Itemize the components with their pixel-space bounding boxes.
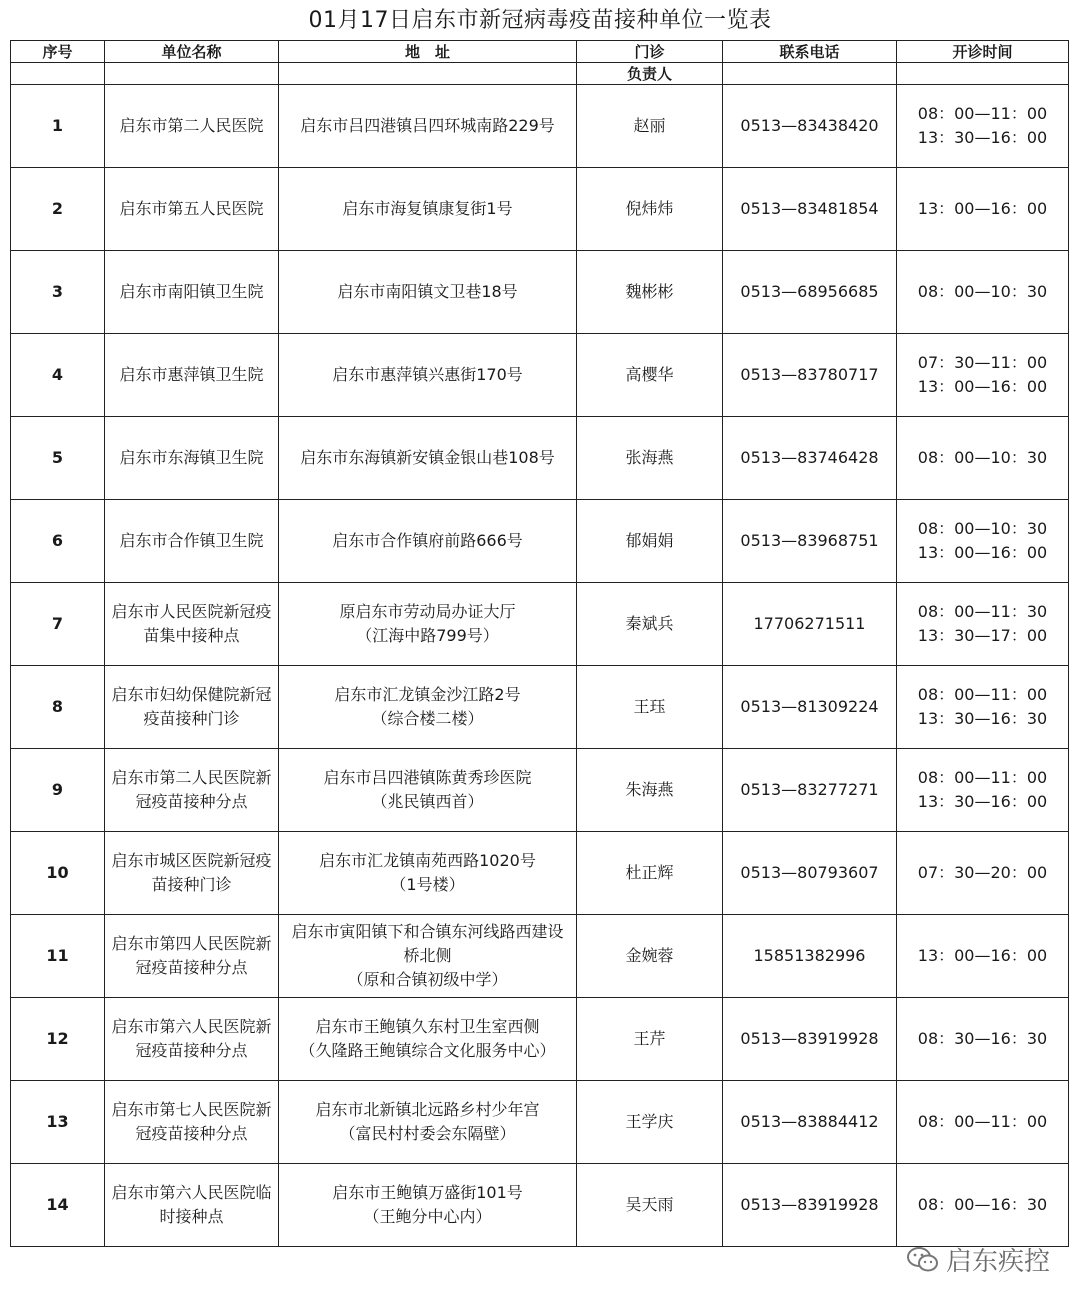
address-cell xyxy=(279,583,577,666)
phone-number: 0513—83968751 xyxy=(723,500,897,583)
hours-cell xyxy=(897,1164,1069,1247)
phone-number: 0513—68956685 xyxy=(723,251,897,334)
unit-name-line: 启东市第二人民医院新 xyxy=(111,768,272,787)
unit-name-line: 启东市第六人民医院新 xyxy=(111,1017,272,1036)
person-in-charge: 王珏 xyxy=(577,666,723,749)
hours-line: 07：30—20：00 xyxy=(917,863,1048,882)
person-in-charge: 张海燕 xyxy=(577,417,723,500)
address-line: 原启东市劳动局办证大厅 xyxy=(339,602,516,621)
hours-cell xyxy=(897,500,1069,583)
table-row xyxy=(11,417,1069,500)
unit-name-cell xyxy=(105,500,279,583)
person-in-charge: 吴天雨 xyxy=(577,1164,723,1247)
unit-name-line: 时接种点 xyxy=(159,1207,224,1226)
header-sub-empty xyxy=(279,63,577,85)
row-index: 1 xyxy=(11,85,105,168)
unit-name-cell xyxy=(105,832,279,915)
row-index: 13 xyxy=(11,1081,105,1164)
unit-name-line: 冠疫苗接种分点 xyxy=(135,958,248,977)
hours-line: 08：00—11：00 xyxy=(917,768,1048,787)
table-row xyxy=(11,915,1069,998)
header-sub-empty xyxy=(897,63,1069,85)
unit-name-cell xyxy=(105,417,279,500)
unit-name-line: 启东市合作镇卫生院 xyxy=(119,531,264,550)
hours-cell xyxy=(897,749,1069,832)
phone-number: 0513—83438420 xyxy=(723,85,897,168)
address-line: 启东市合作镇府前路666号 xyxy=(332,531,523,550)
hours-cell xyxy=(897,168,1069,251)
unit-name-line: 启东市人民医院新冠疫 xyxy=(111,602,272,621)
row-index: 7 xyxy=(11,583,105,666)
unit-name-line: 苗集中接种点 xyxy=(143,626,240,645)
address-line: 启东市吕四港镇吕四环城南路229号 xyxy=(300,116,555,135)
address-line: 启东市汇龙镇南苑西路1020号 xyxy=(319,851,536,870)
person-in-charge: 王学庆 xyxy=(577,1081,723,1164)
watermark xyxy=(906,1241,1050,1278)
table-row xyxy=(11,168,1069,251)
unit-name-cell xyxy=(105,998,279,1081)
row-index: 9 xyxy=(11,749,105,832)
vaccination-sites-table xyxy=(10,40,1069,1247)
address-cell xyxy=(279,417,577,500)
table-row xyxy=(11,334,1069,417)
address-line: 桥北侧 xyxy=(403,946,452,965)
hours-line: 13：00—16：00 xyxy=(917,543,1048,562)
hours-line: 08：00—10：30 xyxy=(917,519,1048,538)
person-in-charge: 魏彬彬 xyxy=(577,251,723,334)
address-line: （江海中路799号） xyxy=(356,626,499,645)
row-index: 11 xyxy=(11,915,105,998)
hours-cell xyxy=(897,251,1069,334)
hours-line: 08：00—11：00 xyxy=(917,1112,1048,1131)
hours-line: 08：00—10：30 xyxy=(917,282,1048,301)
person-in-charge: 倪炜炜 xyxy=(577,168,723,251)
phone-number: 0513—80793607 xyxy=(723,832,897,915)
table-row xyxy=(11,85,1069,168)
address-cell xyxy=(279,749,577,832)
hours-cell xyxy=(897,583,1069,666)
unit-name-line: 启东市第六人民医院临 xyxy=(111,1183,272,1202)
unit-name-cell xyxy=(105,666,279,749)
table-row xyxy=(11,998,1069,1081)
address-line: 启东市王鲍镇久东村卫生室西侧 xyxy=(315,1017,540,1036)
hours-line: 13：30—17：00 xyxy=(917,626,1048,645)
unit-name-cell xyxy=(105,85,279,168)
header-hours: 开诊时间 xyxy=(897,41,1069,63)
page-title: 01月17日启东市新冠病毒疫苗接种单位一览表 xyxy=(308,8,772,33)
unit-name-cell xyxy=(105,1164,279,1247)
phone-number: 0513—83884412 xyxy=(723,1081,897,1164)
address-line: （1号楼） xyxy=(390,875,465,894)
hours-line: 13：30—16：30 xyxy=(917,709,1048,728)
hours-cell xyxy=(897,417,1069,500)
person-in-charge: 赵丽 xyxy=(577,85,723,168)
address-line: （综合楼二楼） xyxy=(371,709,484,728)
hours-cell xyxy=(897,998,1069,1081)
phone-number: 0513—83746428 xyxy=(723,417,897,500)
hours-line: 08：30—16：30 xyxy=(917,1029,1048,1048)
phone-number: 0513—81309224 xyxy=(723,666,897,749)
phone-number: 0513—83481854 xyxy=(723,168,897,251)
header-clinic: 门诊 xyxy=(577,41,723,63)
header-sub-empty xyxy=(105,63,279,85)
phone-number: 0513—83277271 xyxy=(723,749,897,832)
row-index: 10 xyxy=(11,832,105,915)
hours-line: 08：00—11：00 xyxy=(917,685,1048,704)
row-index: 12 xyxy=(11,998,105,1081)
table-row xyxy=(11,666,1069,749)
address-line: （兆民镇西首） xyxy=(371,792,484,811)
person-in-charge: 杜正辉 xyxy=(577,832,723,915)
header-clinic-person: 负责人 xyxy=(577,63,723,85)
address-line: 启东市东海镇新安镇金银山巷108号 xyxy=(300,448,555,467)
phone-number: 15851382996 xyxy=(723,915,897,998)
header-sub-empty xyxy=(11,63,105,85)
unit-name-line: 冠疫苗接种分点 xyxy=(135,1124,248,1143)
header-unit: 单位名称 xyxy=(105,41,279,63)
address-cell xyxy=(279,1164,577,1247)
address-cell xyxy=(279,334,577,417)
hours-line: 13：00—16：00 xyxy=(917,946,1048,965)
hours-line: 13：00—16：00 xyxy=(917,377,1048,396)
address-line: （王鲍分中心内） xyxy=(363,1207,492,1226)
unit-name-line: 苗接种门诊 xyxy=(151,875,232,894)
table-row xyxy=(11,251,1069,334)
table-row xyxy=(11,1081,1069,1164)
unit-name-line: 启东市第四人民医院新 xyxy=(111,934,272,953)
row-index: 3 xyxy=(11,251,105,334)
address-cell xyxy=(279,832,577,915)
person-in-charge: 朱海燕 xyxy=(577,749,723,832)
address-cell xyxy=(279,1081,577,1164)
address-cell xyxy=(279,500,577,583)
hours-line: 07：30—11：00 xyxy=(917,353,1048,372)
address-cell xyxy=(279,168,577,251)
hours-cell xyxy=(897,1081,1069,1164)
table-row xyxy=(11,832,1069,915)
hours-cell xyxy=(897,832,1069,915)
wechat-icon xyxy=(906,1245,940,1275)
address-line: 启东市吕四港镇陈黄秀珍医院 xyxy=(323,768,532,787)
address-line: 启东市海复镇康复街1号 xyxy=(342,199,513,218)
unit-name-cell xyxy=(105,1081,279,1164)
watermark-text: 启东疾控 xyxy=(945,1247,1050,1277)
hours-line: 08：00—11：00 xyxy=(917,104,1048,123)
unit-name-line: 冠疫苗接种分点 xyxy=(135,792,248,811)
person-in-charge: 秦斌兵 xyxy=(577,583,723,666)
phone-number: 0513—83919928 xyxy=(723,1164,897,1247)
unit-name-line: 启东市东海镇卫生院 xyxy=(119,448,264,467)
unit-name-line: 启东市城区医院新冠疫 xyxy=(111,851,272,870)
phone-number: 0513—83780717 xyxy=(723,334,897,417)
row-index: 6 xyxy=(11,500,105,583)
table-row xyxy=(11,500,1069,583)
hours-cell xyxy=(897,666,1069,749)
address-line: （久隆路王鲍镇综合文化服务中心） xyxy=(299,1041,556,1060)
hours-line: 08：00—16：30 xyxy=(917,1195,1048,1214)
address-line: （原和合镇初级中学） xyxy=(347,970,508,989)
unit-name-cell xyxy=(105,583,279,666)
unit-name-line: 启东市妇幼保健院新冠 xyxy=(111,685,272,704)
address-cell xyxy=(279,251,577,334)
row-index: 8 xyxy=(11,666,105,749)
unit-name-line: 启东市第七人民医院新 xyxy=(111,1100,272,1119)
address-cell xyxy=(279,666,577,749)
header-phone: 联系电话 xyxy=(723,41,897,63)
unit-name-cell xyxy=(105,749,279,832)
hours-cell xyxy=(897,85,1069,168)
address-line: 启东市王鲍镇万盛街101号 xyxy=(332,1183,523,1202)
hours-line: 13：30—16：00 xyxy=(917,128,1048,147)
address-line: 启东市北新镇北远路乡村少年宫 xyxy=(315,1100,540,1119)
table-body xyxy=(11,85,1069,1247)
unit-name-line: 启东市南阳镇卫生院 xyxy=(119,282,264,301)
row-index: 2 xyxy=(11,168,105,251)
phone-number: 0513—83919928 xyxy=(723,998,897,1081)
hours-line: 13：00—16：00 xyxy=(917,199,1048,218)
header-sub-empty xyxy=(723,63,897,85)
unit-name-line: 疫苗接种门诊 xyxy=(143,709,240,728)
table-row xyxy=(11,583,1069,666)
hours-line: 08：00—11：30 xyxy=(917,602,1048,621)
table-row xyxy=(11,1164,1069,1247)
header-address: 地 址 xyxy=(279,41,577,63)
person-in-charge: 高樱华 xyxy=(577,334,723,417)
address-line: 启东市寅阳镇下和合镇东河线路西建设 xyxy=(291,922,564,941)
unit-name-line: 启东市第五人民医院 xyxy=(119,199,264,218)
unit-name-line: 启东市第二人民医院 xyxy=(119,116,264,135)
address-line: 启东市汇龙镇金沙江路2号 xyxy=(334,685,521,704)
unit-name-cell xyxy=(105,251,279,334)
unit-name-cell xyxy=(105,334,279,417)
row-index: 5 xyxy=(11,417,105,500)
unit-name-line: 启东市惠萍镇卫生院 xyxy=(119,365,264,384)
person-in-charge: 郁娟娟 xyxy=(577,500,723,583)
row-index: 4 xyxy=(11,334,105,417)
header-row xyxy=(11,41,1069,63)
hours-line: 08：00—10：30 xyxy=(917,448,1048,467)
person-in-charge: 金婉蓉 xyxy=(577,915,723,998)
hours-line: 13：30—16：00 xyxy=(917,792,1048,811)
table-row xyxy=(11,749,1069,832)
header-index: 序号 xyxy=(11,41,105,63)
hours-cell xyxy=(897,334,1069,417)
unit-name-line: 冠疫苗接种分点 xyxy=(135,1041,248,1060)
phone-number: 17706271511 xyxy=(723,583,897,666)
row-index: 14 xyxy=(11,1164,105,1247)
hours-cell xyxy=(897,915,1069,998)
unit-name-cell xyxy=(105,168,279,251)
address-line: 启东市南阳镇文卫巷18号 xyxy=(337,282,518,301)
address-cell xyxy=(279,85,577,168)
address-line: （富民村村委会东隔壁） xyxy=(339,1124,516,1143)
address-cell xyxy=(279,998,577,1081)
unit-name-cell xyxy=(105,915,279,998)
address-cell xyxy=(279,915,577,998)
header-subrow xyxy=(11,63,1069,85)
address-line: 启东市惠萍镇兴惠街170号 xyxy=(332,365,523,384)
person-in-charge: 王芹 xyxy=(577,998,723,1081)
